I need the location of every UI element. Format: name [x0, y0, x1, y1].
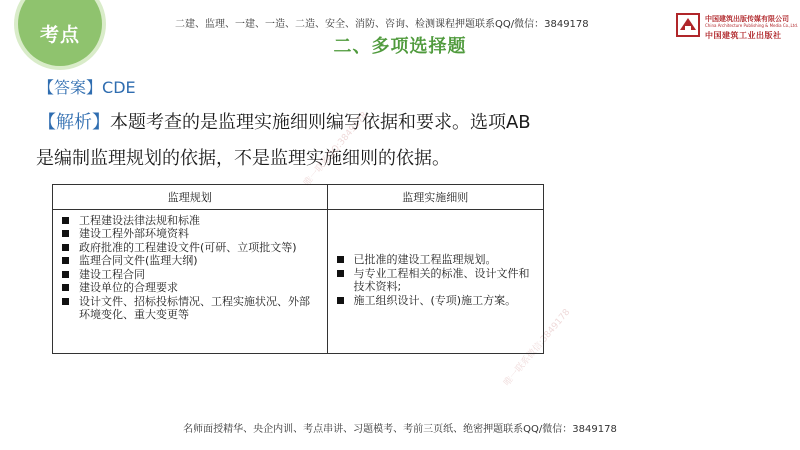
watermark: 唯一联系微信:3849178: [502, 307, 573, 389]
topic-badge-label: 考点: [39, 24, 80, 46]
table-header-row: [53, 185, 543, 209]
table-cell-left: [53, 209, 327, 353]
footer-notice: 名师面授精华、央企内训、考点串讲、习题模考、考前三页纸、绝密押题联系QQ/微信：3849178: [183, 424, 617, 435]
comparison-table: [52, 184, 544, 354]
square-bullet-icon: [62, 257, 69, 264]
analysis-text: [38, 105, 778, 177]
list-item: 施工组织设计、(专项)施工方案。: [334, 294, 538, 308]
list-item: 建设单位的合理要求: [59, 281, 321, 295]
logo-english-name: China Architecture Publishing & Media Co.,Ltd.: [705, 23, 799, 28]
square-bullet-icon: [62, 271, 69, 278]
left-bullet-list: [59, 214, 321, 322]
square-bullet-icon: [337, 297, 344, 304]
list-item: 已批准的建设工程监理规划。: [334, 253, 538, 267]
list-item: 监理合同文件(监理大纲): [59, 254, 321, 268]
square-bullet-icon: [62, 217, 69, 224]
list-item: 工程建设法律法规和标准: [59, 214, 321, 228]
table-header-cell: 监理规划: [53, 185, 327, 209]
header-notice: 二建、监理、一建、一造、二造、安全、消防、咨询、检测课程押题联系QQ/微信：3849178: [175, 19, 589, 30]
answer-value: CDE: [102, 78, 136, 97]
list-item: 建设工程外部环境资料: [59, 227, 321, 241]
table-row: [53, 209, 543, 353]
square-bullet-icon: [337, 256, 344, 263]
analysis-tag: 【解析】: [38, 112, 110, 133]
table-header-cell: 监理实施细则: [327, 185, 543, 209]
list-item: 政府批准的工程建设文件(可研、立项批文等): [59, 241, 321, 255]
square-bullet-icon: [62, 298, 69, 305]
watermark: 唯一联系QQ:3849178: [302, 110, 370, 189]
answer-line: [38, 75, 136, 98]
list-item: 与专业工程相关的标准、设计文件和技术资料;: [334, 267, 538, 294]
list-item: 设计文件、招标投标情况、工程实施状况、外部环境变化、重大变更等: [59, 295, 321, 322]
list-item: 建设工程合同: [59, 268, 321, 282]
logo-press-name: 中国建筑工业出版社: [705, 31, 782, 40]
right-bullet-list: [334, 253, 538, 307]
section-title: 二、多项选择题: [333, 36, 467, 57]
square-bullet-icon: [62, 230, 69, 237]
analysis-line-1-text: 本题考查的是监理实施细则编写依据和要求。选项AB: [110, 112, 531, 133]
square-bullet-icon: [337, 270, 344, 277]
analysis-line-2: 是编制监理规划的依据，不是监理实施细则的依据。: [36, 148, 450, 169]
square-bullet-icon: [62, 284, 69, 291]
table-cell-right: [327, 209, 543, 353]
logo-company-name: 中国建筑出版传媒有限公司: [705, 15, 789, 23]
analysis-line-1: [38, 105, 778, 141]
square-bullet-icon: [62, 244, 69, 251]
answer-tag: 【答案】: [38, 78, 103, 97]
